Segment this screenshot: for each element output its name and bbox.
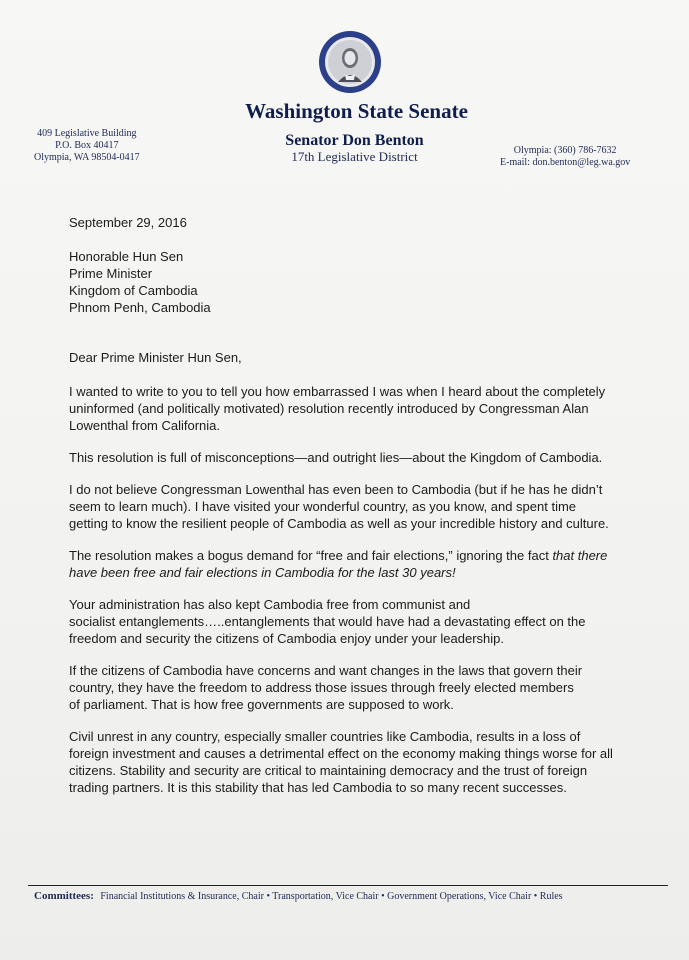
- paragraph: [69, 596, 669, 647]
- recipient-line: Kingdom of Cambodia: [69, 283, 198, 298]
- recipient-line: Prime Minister: [69, 266, 153, 281]
- paragraph-line: seem to learn much). I have visited your wonderful country, as you know, and spent time: [69, 499, 577, 514]
- committees-label: Committees:: [34, 890, 94, 902]
- paragraph-line: trading partners. It is this stability that has led Cambodia to so many recent successes.: [69, 780, 567, 795]
- recipient-block: [69, 248, 669, 316]
- paragraph: [69, 481, 669, 532]
- footer-divider: [28, 885, 668, 886]
- senator-name: Senator Don Benton: [285, 132, 424, 149]
- paragraph-line: getting to know the resilient people of Cambodia as well as your incredible history and culture.: [69, 516, 609, 531]
- paragraph: [69, 728, 669, 796]
- paragraph-line: This resolution is full of misconceptions—and outright lies—about the Kingdom of Cambodia.: [69, 450, 603, 465]
- paragraph-line: If the citizens of Cambodia have concerns and want changes in the laws that govern their: [69, 663, 583, 678]
- italic-text: that there: [552, 548, 608, 563]
- paragraph-line: country, they have the freedom to address those issues through freely elected members: [69, 680, 574, 695]
- paragraph-line: of parliament. That is how free governments are supposed to work.: [69, 697, 454, 712]
- address-line: Olympia, WA 98504-0417: [34, 152, 140, 163]
- paragraph: [69, 547, 669, 581]
- paragraph-line: I do not believe Congressman Lowenthal has even been to Cambodia (but if he has he didn’t: [69, 482, 603, 497]
- paragraph-line: freedom and security the citizens of Cambodia enjoy under your leadership.: [69, 631, 505, 646]
- paragraph-line: [69, 564, 669, 581]
- state-seal-icon: [318, 30, 382, 94]
- paragraph-line: I wanted to write to you to tell you how embarrassed I was when I heard about the completely: [69, 384, 606, 399]
- email-line: E-mail: don.benton@leg.wa.gov: [500, 157, 631, 168]
- paragraph: [69, 383, 669, 434]
- paragraph-line: Lowenthal from California.: [69, 418, 221, 433]
- legislative-district: 17th Legislative District: [291, 149, 418, 164]
- salutation: Dear Prime Minister Hun Sen,: [69, 350, 242, 365]
- paragraph-line: uninformed (and politically motivated) resolution recently introduced by Congressman Alan: [69, 401, 589, 416]
- address-line: P.O. Box 40417: [55, 140, 119, 151]
- paragraph-line: foreign investment and causes a detrimental effect on the economy making things worse for all: [69, 746, 613, 761]
- paragraph-line: Your administration has also kept Cambodia free from communist and: [69, 597, 471, 612]
- paragraph-line: [69, 547, 669, 564]
- contact-info: [500, 145, 630, 169]
- paragraph: [69, 662, 669, 713]
- committees-footer: [34, 890, 674, 902]
- paragraph-line: citizens. Stability and security are critical to maintaining democracy and the trust of foreign: [69, 763, 588, 778]
- phone-line: Olympia: (360) 786-7632: [513, 145, 617, 156]
- italic-text: have been free and fair elections in Cambodia for the last 30 years!: [69, 565, 456, 580]
- recipient-line: Phnom Penh, Cambodia: [69, 300, 211, 315]
- line-text: The resolution makes a bogus demand for “free and fair elections,” ignoring the fact: [69, 548, 553, 563]
- paragraph-line: socialist entanglements…..entanglements that would have had a devastating effect on the: [69, 614, 586, 629]
- paragraph-line: Civil unrest in any country, especially smaller countries like Cambodia, results in a loss of: [69, 729, 581, 744]
- letter-body: [69, 214, 669, 811]
- address-line: 409 Legislative Building: [37, 128, 137, 139]
- letter-date: September 29, 2016: [69, 215, 187, 230]
- paragraph: [69, 449, 669, 466]
- recipient-line: Honorable Hun Sen: [69, 249, 184, 264]
- committees-list: Financial Institutions & Insurance, Chair • Transportation, Vice Chair • Government Operations, Vice Chair • Rules: [100, 891, 563, 902]
- senate-title: Washington State Senate: [245, 99, 468, 123]
